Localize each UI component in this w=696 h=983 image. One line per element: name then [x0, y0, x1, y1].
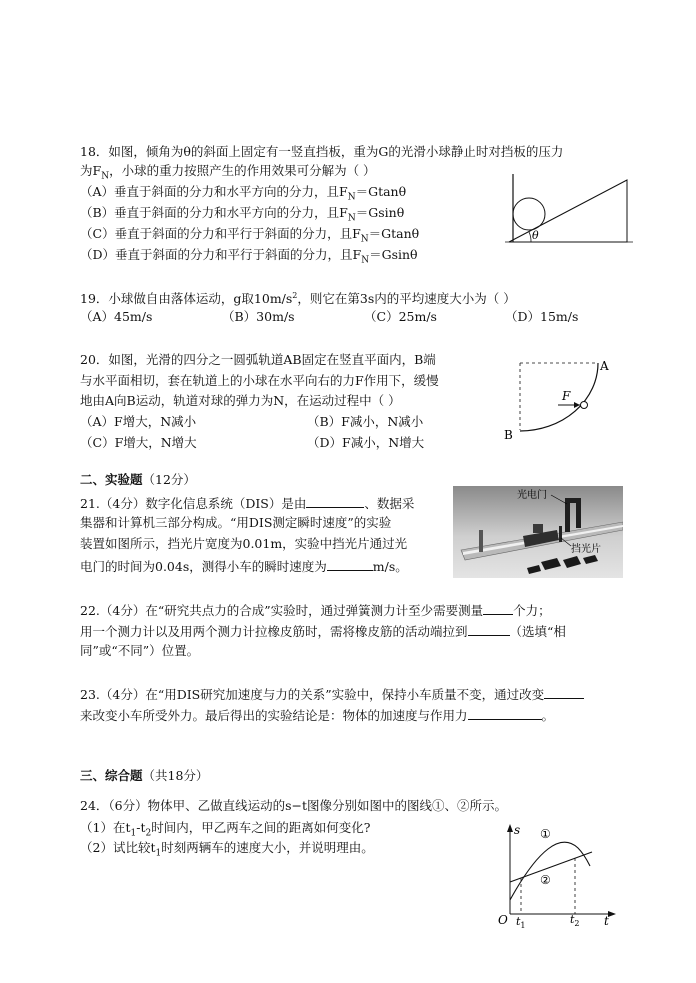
q20-option-b: （B）F减小，N减小	[307, 414, 424, 429]
q18-option-c	[80, 225, 419, 249]
q24-sub1-post: 时间内，甲乙两车之间的距离如何变化?	[151, 820, 371, 835]
q22-line1-post: 个力；	[513, 603, 551, 618]
q21-line1	[80, 493, 414, 513]
q24-stem: 24．（6分）物体甲、乙做直线运动的s−t图像分别如图中的图线①、②所示。	[80, 798, 508, 813]
y-axis-label: s	[514, 823, 521, 837]
photogate-left	[565, 502, 570, 532]
label-F: F	[562, 389, 571, 403]
label-A: A	[600, 359, 609, 373]
t2-label	[570, 913, 580, 928]
photo-label-shutter: 挡光片	[571, 544, 601, 555]
shutter-plate	[559, 526, 562, 542]
q23-line2-post: 。	[541, 708, 555, 723]
t1-label-sub: 1	[520, 921, 526, 930]
line-2	[510, 852, 592, 882]
q21-line4	[80, 556, 408, 576]
label-B: B	[504, 428, 513, 442]
q18-stem2-rest: ，小球的重力按照产生的作用效果可分解为（ ）	[109, 163, 376, 178]
q19-stem-sup: 2	[292, 291, 298, 300]
ball	[513, 198, 545, 230]
q23-line2	[80, 705, 554, 725]
q19-stem-post: ，则它在第3s内的平均速度大小为（ ）	[297, 291, 516, 307]
q24-sub1-mid: -t	[136, 820, 146, 835]
q18-option-b-sub: N	[347, 213, 356, 224]
q21-line1-pre: 21.（4分）数字化信息系统（DIS）是由	[80, 496, 307, 511]
q22-blank-1[interactable]	[483, 600, 513, 615]
q24-sub2-post: 时刻两辆车的速度大小，并说明理由。	[161, 840, 374, 855]
q18-stem-line1: 18．如图，倾角为θ的斜面上固定有一竖直挡板，重为G的光滑小球静止时对挡板的压力	[80, 144, 564, 159]
q22-line2-pre: 用一个测力计以及用两个测力计拉橡皮筋时，需将橡皮筋的活动端拉到	[80, 624, 468, 639]
q20-stem-line1: 20．如图，光滑的四分之一圆弧轨道AB固定在竖直平面内，B端	[80, 352, 436, 367]
q19-option-a: （A）45m/s	[80, 309, 153, 324]
q21-blank-1[interactable]	[306, 493, 364, 508]
q21-line2: 集器和计算机三部分构成。“用DIS测定瞬时速度”的实验	[80, 515, 392, 530]
curve-1	[510, 842, 590, 900]
theta-label: θ	[532, 229, 539, 242]
track-end-stop	[479, 530, 483, 552]
q18-stem2-sub: N	[101, 171, 110, 182]
section-2-title-text: 二、实验题	[80, 472, 143, 487]
q18-option-b-pre: （B）垂直于斜面的分力和水平方向的分力，且F	[80, 205, 348, 220]
q24-sub2-pre: （2）试比较t	[80, 840, 156, 855]
small-ball	[581, 402, 588, 409]
q19-stem	[80, 287, 516, 308]
section-3-title	[80, 767, 208, 785]
x-axis-arrow	[608, 911, 616, 917]
quarter-arc	[520, 363, 598, 431]
q18-stem2-text: 为F	[80, 163, 102, 178]
q20-stem-line3: 地由A向B运动，轨道对球的弹力为N，在运动过程中（ ）	[80, 393, 401, 408]
q22-line3: 同”或“不同”）位置。	[80, 643, 200, 658]
cart-weight	[533, 524, 543, 533]
q23-line1-pre: 23.（4分）在“用DIS研究加速度与力的关系”实验中，保持小车质量不变，通过改变	[80, 687, 545, 702]
q18-option-a-pre: （A）垂直于斜面的分力和水平方向的分力，且F	[80, 184, 348, 199]
q18-option-d-sub: N	[361, 255, 370, 266]
q24-sub2-s1: 1	[155, 848, 162, 859]
photo-label-photogate: 光电门	[517, 490, 547, 501]
q19-option-c: （C）25m/s	[364, 309, 437, 324]
section-3-title-text: 三、综合题	[80, 768, 143, 783]
curve-2-label: ②	[540, 873, 551, 887]
q18-option-a-post: ＝Gtanθ	[355, 184, 407, 199]
q23-line2-pre: 来改变小车所受外力。最后得出的实验结论是：物体的加速度与作用力	[80, 708, 468, 723]
q21-line3: 装置如图所示，挡光片宽度为0.01m，实验中挡光片通过光	[80, 536, 408, 551]
q21-blank-2[interactable]	[327, 556, 373, 571]
q20-option-c: （C）F增大，N增大	[80, 435, 197, 450]
q21-line4-pre: 电门的时间为0.04s，测得小车的瞬时速度为	[80, 559, 327, 574]
q18-option-d-post: ＝Gsinθ	[369, 247, 418, 262]
curve-1-label: ①	[540, 827, 551, 841]
origin-label: O	[498, 913, 508, 927]
q23-blank-1[interactable]	[544, 684, 584, 699]
q22-line2-post: （选填“相	[509, 624, 566, 639]
q18-option-d-pre: （D）垂直于斜面的分力和平行于斜面的分力，且F	[80, 247, 362, 262]
angle-arc	[529, 232, 531, 242]
q20-option-a: （A）F增大，N减小	[80, 414, 197, 429]
x-axis-label: t	[604, 914, 609, 928]
q18-incline-figure	[505, 172, 635, 247]
section-3-score: （共18分）	[142, 768, 209, 783]
q23-line1	[80, 684, 584, 704]
dis-apparatus-photo	[453, 486, 623, 578]
t2-label-sub: 2	[574, 919, 580, 928]
q18-option-c-pre: （C）垂直于斜面的分力和平行于斜面的分力，且F	[80, 226, 361, 241]
q21-line1-post: 、数据采	[364, 496, 415, 511]
q18-stem-line2	[80, 162, 376, 186]
q24-st-graph	[492, 822, 622, 930]
section-2-title	[80, 471, 196, 489]
q22-blank-2[interactable]	[468, 621, 510, 636]
q20-stem-line2: 与水平面相切，套在轨道上的小球在水平向右的力F作用下，缓慢	[80, 373, 439, 388]
q22-line2	[80, 621, 566, 641]
t2-label-t: t	[570, 913, 575, 926]
incline-triangle	[509, 180, 627, 242]
q18-option-b-post: ＝Gsinθ	[355, 205, 405, 220]
q20-arc-figure	[500, 355, 630, 445]
y-axis-arrow	[507, 824, 513, 832]
q24-sub1-pre: （1）在t	[80, 820, 131, 835]
photogate-top	[565, 498, 581, 503]
q20-option-d: （D）F减小，N增大	[307, 435, 425, 450]
q21-line4-post: m/s。	[372, 559, 408, 574]
q22-line1	[80, 600, 551, 620]
q19-option-b: （B）30m/s	[222, 309, 295, 324]
q24-sub1-s2: 2	[145, 828, 152, 839]
q18-option-b	[80, 204, 404, 228]
q23-blank-2[interactable]	[468, 705, 542, 720]
q19-option-d: （D）15m/s	[505, 309, 579, 324]
t1-label	[516, 915, 526, 930]
q24-sub2	[80, 839, 374, 863]
dis-apparatus-drawing	[453, 486, 623, 578]
q24-sub1-s1: 1	[130, 828, 137, 839]
q18-option-d	[80, 246, 418, 270]
t1-label-t: t	[516, 915, 521, 928]
q18-option-a	[80, 183, 406, 207]
q19-stem-pre: 19．小球做自由落体运动，g取10m/s	[80, 291, 293, 307]
q22-line1-pre: 22.（4分）在“研究共点力的合成”实验时，通过弹簧测力计至少需要测量	[80, 603, 484, 618]
q18-option-c-sub: N	[360, 234, 369, 245]
q18-option-c-post: ＝Gtanθ	[368, 226, 420, 241]
q18-option-a-sub: N	[347, 192, 356, 203]
section-2-score: （12分）	[142, 472, 196, 487]
